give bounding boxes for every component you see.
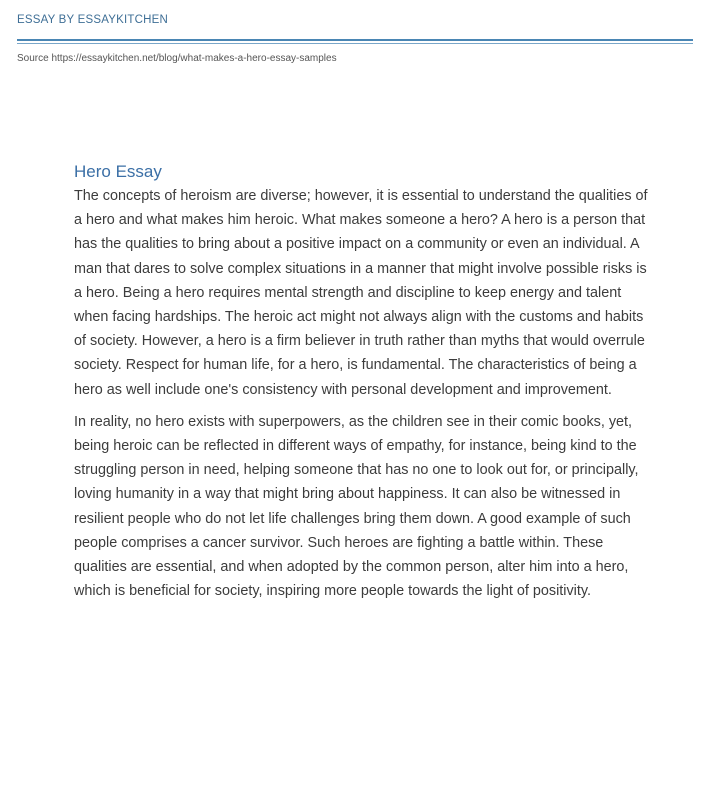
essay-content: [74, 160, 654, 603]
header-rule-thin: [17, 43, 693, 44]
essay-paragraph-1: The concepts of heroism are diverse; however, it is essential to understand the qualities of a hero and what makes him heroic. What makes someone a hero? A hero is a person that has the qualities to bring about a positive impact on a community or even an individual. A man that dares to solve complex situations in a manner that might involve possible risks is a hero. Being a hero requires mental strength and discipline to keep energy and talent when facing hardships. The heroic act might not always align with the customs and habits of society. However, a hero is a firm believer in truth rather than myths that would overrule society. Respect for human life, for a hero, is fundamental. The characteristics of being a hero as well include one's consistency with personal development and improvement.: [74, 188, 648, 398]
header-title: ESSAY BY ESSAYKITCHEN: [17, 14, 168, 26]
essay-paragraph-2: In reality, no hero exists with superpowers, as the children see in their comic books, yet, being heroic can be reflected in different ways of empathy, for instance, being kind to the struggling person in need, helping someone that has no one to look out for, or principally, loving humanity in a way that might bring about happiness. It can also be witnessed in resilient people who do not let life challenges bring them down. A good example of such people comprises a cancer survivor. Such heroes are fighting a battle within. These qualities are essential, and when adopted by the common person, alter him into a hero, which is beneficial for society, inspiring more people towards the light of positivity.: [74, 413, 639, 600]
essay-title: Hero Essay: [74, 162, 162, 181]
header-rule: [17, 39, 693, 41]
document-header: [17, 12, 695, 64]
source-line: Source https://essaykitchen.net/blog/what-makes-a-hero-essay-samples: [17, 53, 337, 64]
